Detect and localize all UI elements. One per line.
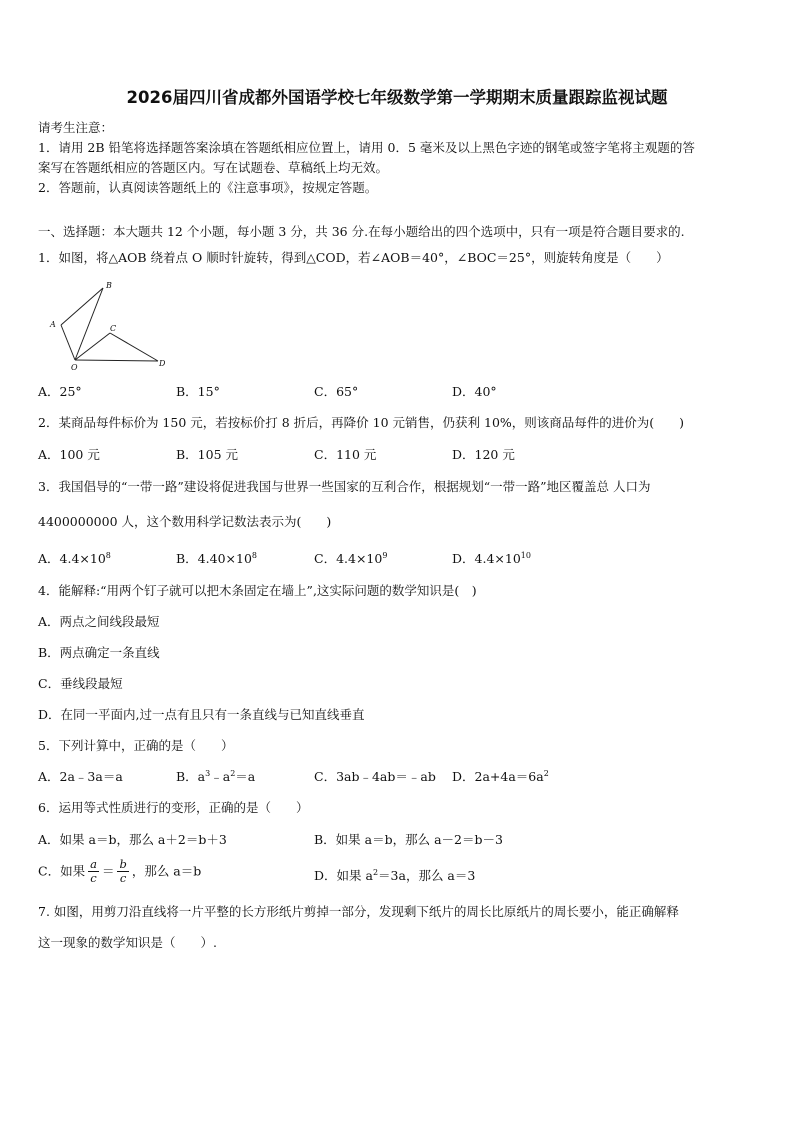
question-6-option-c: C．如果 $\frac{a}{c}$ ＝ $\frac{b}{c}$ ，那么 a＝b [38,857,202,886]
question-1-option-c: C．65° [314,384,359,399]
question-6-option-b: B．如果 a＝b，那么 a－2＝b－3 [314,832,503,847]
question-3-option-c: C．$4.4\times 10^9$ [314,551,388,566]
question-7-stem-line-2: 这一现象的数学知识是（ ）. [38,935,217,950]
question-5-option-a: A．2a﹣3a＝a [38,769,123,784]
question-7-stem-line-1: 7. 如图，用剪刀沿直线将一片平整的长方形纸片剪掉一部分，发现剩下纸片的周长比原纸片的周长要小，能正确解释 [38,904,679,919]
question-2-option-d: D．120 元 [452,447,515,462]
question-4-stem: 4．能解释:“用两个钉子就可以把木条固定在墙上”,这实际问题的数学知识是( ) [38,583,477,598]
question-3-option-b: B．$4.40\times 10^8$ [176,551,257,566]
question-1-option-a: A．25° [38,384,82,399]
notice-heading: 请考生注意： [38,120,114,135]
question-1-option-d: D．40° [452,384,497,399]
question-2-stem: 2．某商品每件标价为 150 元，若按标价打 8 折后，再降价 10 元销售，仍获利 10%，则该商品每件的进价为( ) [38,415,685,430]
segment-OA [61,325,75,360]
question-1-figure [44,280,174,372]
segment-CD [110,333,158,361]
figure-label-c: C [110,324,117,333]
segment-AB [61,288,103,325]
fraction-a-over-c: $\frac{a}{c}$ [90,857,97,886]
section-heading: 一、选择题：本大题共 12 个小题，每小题 3 分，共 36 分.在每小题给出的四个选项中，只有一项是符合题目要求的. [38,224,685,239]
notice-item-1-line-2: 案写在答题纸相应的答题区内。写在试题卷、草稿纸上均无效。 [38,160,389,175]
question-6-stem: 6．运用等式性质进行的变形，正确的是（ ） [38,800,309,815]
question-3-option-a: A．$4.4\times 10^8$ [38,551,111,566]
question-1-option-b: B．15° [176,384,220,399]
question-5-option-b: B．$a^3﹣a^2=a$ [176,769,256,784]
question-6-option-d: D．如果 $a^2=3a$，那么 a＝3 [314,868,476,883]
question-6-option-a: A．如果 a＝b，那么 a＋2＝b＋3 [38,832,227,847]
question-5-stem: 5．下列计算中，正确的是（ ） [38,738,234,753]
notice-item-2: 2．答题前，认真阅读答题纸上的《注意事项》，按规定答题。 [38,180,378,195]
fraction-b-over-c: $\frac{b}{c}$ [119,857,127,886]
question-5-option-c: C．3ab﹣4ab＝﹣ab [314,769,436,784]
question-4-option-b: B．两点确定一条直线 [38,645,160,660]
question-3-stem-line-2: 4400000000 人，这个数用科学记数法表示为( ) [38,514,332,529]
question-2-option-b: B．105 元 [176,447,239,462]
question-4-option-d: D．在同一平面内,过一点有且只有一条直线与已知直线垂直 [38,707,365,722]
figure-label-d: D [159,359,166,368]
figure-label-o: O [71,363,78,372]
question-1-stem: 1．如图，将△AOB 绕着点 O 顺时针旋转，得到△COD，若∠AOB＝40°，∠BOC＝25°，则旋转角度是（ ） [38,250,669,265]
question-4-option-a: A．两点之间线段最短 [38,614,160,629]
question-3-option-d: D．$4.4\times 10^{10}$ [452,551,531,566]
segment-OD [75,360,158,361]
notice-item-1-line-1: 1．请用 2B 铅笔将选择题答案涂填在答题纸相应位置上，请用 0．5 毫米及以上黑色字迹的钢笔或签字笔将主观题的答 [38,140,695,155]
exam-title: 2026届四川省成都外国语学校七年级数学第一学期期末质量跟踪监视试题 [126,88,668,107]
figure-label-a: A [50,320,56,329]
question-4-option-c: C．垂线段最短 [38,676,123,691]
question-5-option-d: D．$2a+4a=6a^2$ [452,769,549,784]
question-3-stem-line-1: 3．我国倡导的“一带一路”建设将促进我国与世界一些国家的互利合作，根据规划“一带一路”地区覆盖总 人口为 [38,479,651,494]
question-2-option-a: A．100 元 [38,447,100,462]
figure-label-b: B [106,281,112,290]
question-2-option-c: C．110 元 [314,447,377,462]
